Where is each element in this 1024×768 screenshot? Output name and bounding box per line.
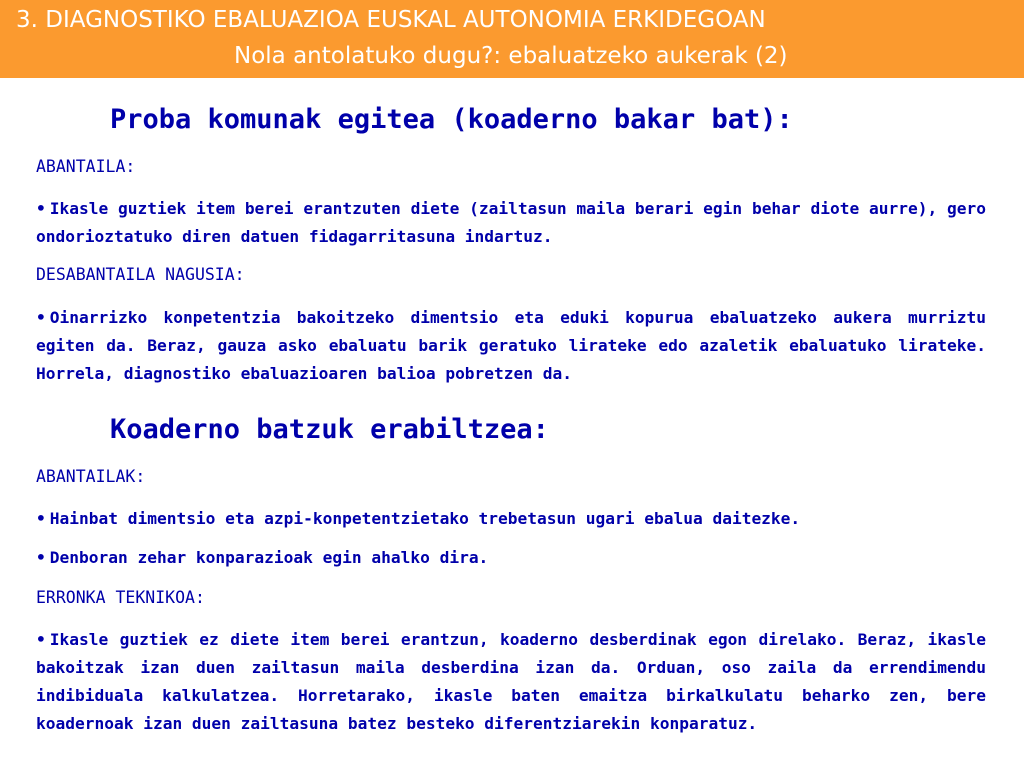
disadvantage-text: Oinarrizko konpetentzia bakoitzeko dimentsio eta eduki kopurua ebaluatzeko aukera murriztu egiten da. Beraz, gauza asko ebaluatu barik geratuko lirateke edo azaletik ebaluatuko lirateke. Horrela, diagnostiko ebaluazioaren balioa pobretzen da.	[36, 308, 986, 383]
bullet-icon: •	[36, 308, 46, 327]
challenge-label: ERRONKA TEKNIKOA:	[36, 588, 205, 607]
section-title-common-tests: Proba komunak egitea (koaderno bakar bat):	[110, 104, 793, 135]
disadvantage-bullet	[36, 304, 986, 388]
advantages-label: ABANTAILAK:	[36, 467, 146, 486]
challenge-text: Ikasle guztiek ez diete item berei erantzun, koaderno desberdinak egon direlako. Beraz, ikasle bakoitzak izan duen zailtasun maila desberdina izan da. Orduan, oso zaila da errendimendu indibiduala kalkulatzea. Horretarako, ikasle baten emaitza birkalkulatu beharko zen, bere koadernoak izan duen zailtasuna batez besteko diferentziarekin konparatuz.	[36, 630, 986, 733]
advantage-bullet-1	[36, 505, 986, 533]
advantage-text: Ikasle guztiek item berei erantzuten diete (zailtasun maila berari egin behar diote aurre), gero ondorioztatuko diren datuen fidagarritasuna indartuz.	[36, 199, 986, 246]
advantage-bullet-2	[36, 544, 986, 572]
bullet-icon: •	[36, 630, 46, 649]
advantage-text-2: Denboran zehar konparazioak egin ahalko dira.	[49, 548, 489, 567]
header-banner	[0, 0, 1024, 78]
section-title-multiple-booklets: Koaderno batzuk erabiltzea:	[110, 414, 549, 445]
advantage-label: ABANTAILA:	[36, 157, 136, 176]
bullet-icon: •	[36, 548, 46, 567]
advantage-bullet	[36, 195, 986, 251]
header-subtitle: Nola antolatuko dugu?: ebaluatzeko aukerak (2)	[234, 43, 788, 69]
disadvantage-label: DESABANTAILA NAGUSIA:	[36, 265, 245, 284]
bullet-icon: •	[36, 199, 46, 218]
challenge-bullet	[36, 626, 986, 738]
advantage-text-1: Hainbat dimentsio eta azpi-konpetentzietako trebetasun ugari ebalua daitezke.	[49, 509, 801, 528]
bullet-icon: •	[36, 509, 46, 528]
header-title: 3. DIAGNOSTIKO EBALUAZIOA EUSKAL AUTONOMIA ERKIDEGOAN	[16, 7, 766, 33]
